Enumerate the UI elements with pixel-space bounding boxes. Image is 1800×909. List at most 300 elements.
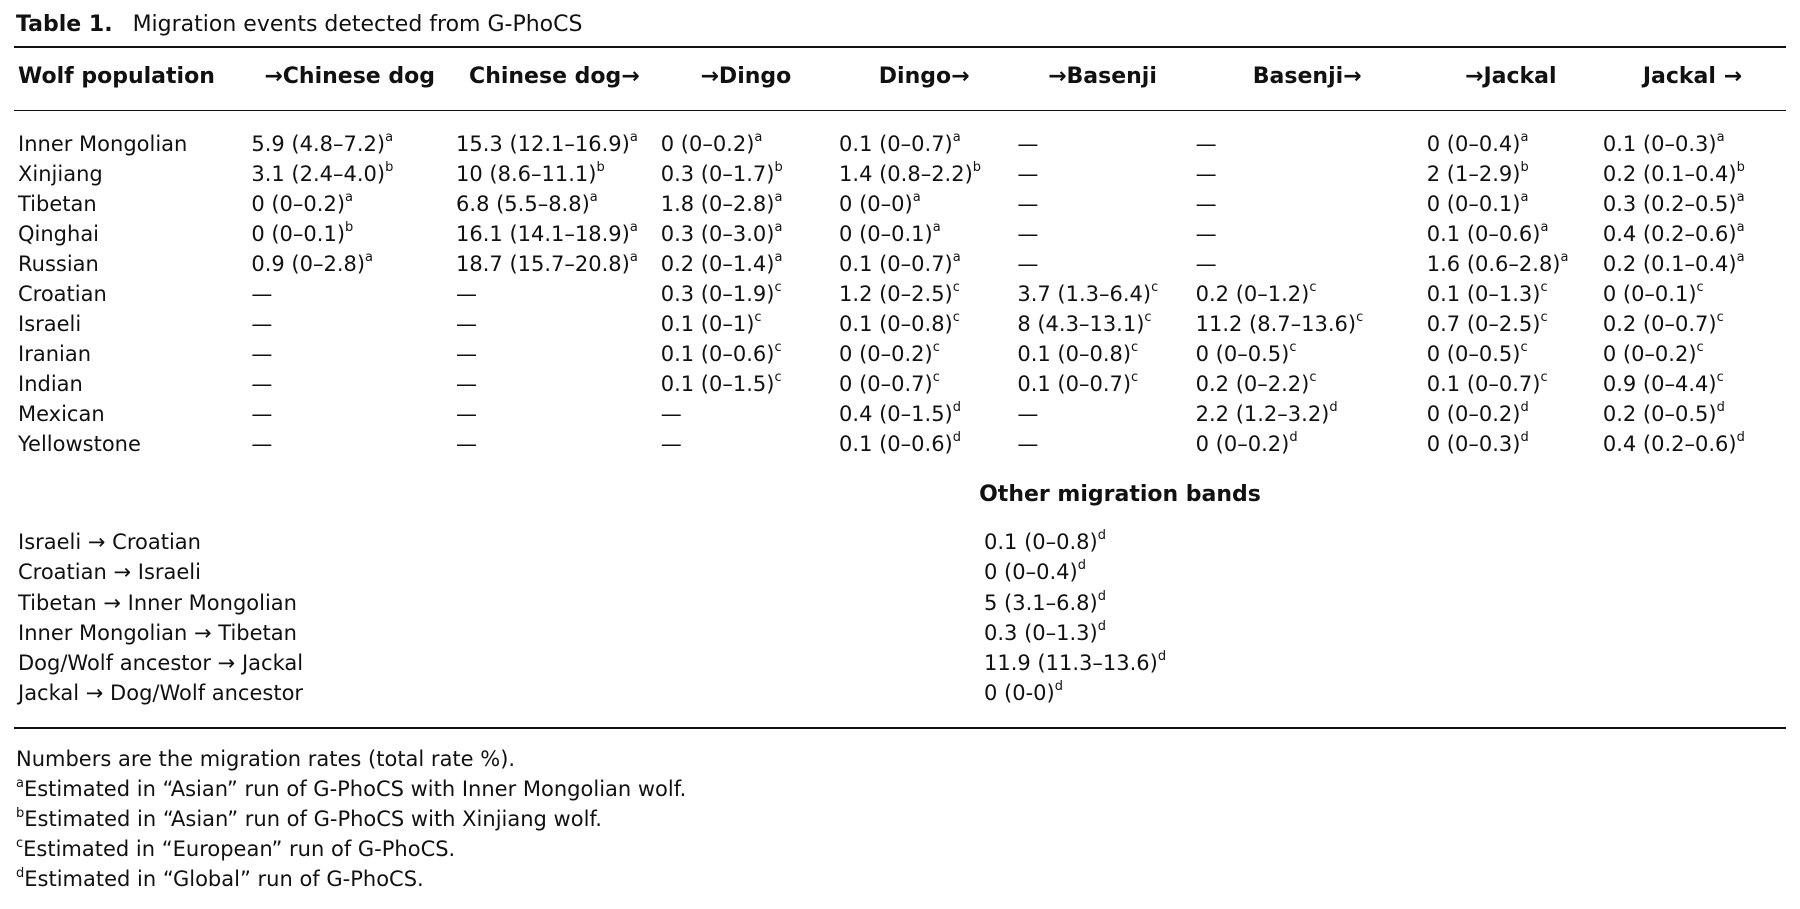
rate-cell xyxy=(1192,189,1423,219)
col-header-from-dingo: Dingo→ xyxy=(878,64,970,89)
rate-value: 1.4 (0.8–2.2) xyxy=(839,162,973,186)
footnote-text: Estimated in “European” run of G-PhoCS. xyxy=(23,837,456,861)
footnote-marker: a xyxy=(1736,250,1745,265)
table-row xyxy=(14,339,1786,369)
footnote-marker: a xyxy=(589,190,598,205)
rate-value: 0.3 (0–1.9) xyxy=(660,282,775,306)
rate-value: 0.1 (0–1.5) xyxy=(660,372,775,396)
rate-cell xyxy=(247,279,452,309)
rate-cell xyxy=(1423,369,1599,399)
rate-value: 0.1 (0–0.8) xyxy=(839,312,953,336)
footnote-marker: c xyxy=(774,340,782,355)
population-name: Yellowstone xyxy=(18,432,141,456)
rate-value: 0 (0–0.1) xyxy=(839,222,933,246)
rate-value: 0 (0–0.1) xyxy=(1426,192,1521,216)
footnote-marker: b xyxy=(385,160,394,175)
band-name: Croatian → Israeli xyxy=(18,560,201,585)
footnote-marker: a xyxy=(952,250,961,265)
rate-cell xyxy=(247,399,452,429)
rate-value: 0 (0–0.2) xyxy=(1426,402,1521,426)
rate-cell xyxy=(247,219,452,249)
footnote-marker: b xyxy=(972,160,982,175)
table-row xyxy=(14,189,1786,219)
rate-cell xyxy=(835,429,1013,459)
migration-table-body xyxy=(14,129,1786,459)
rate-cell xyxy=(835,129,1013,159)
rate-cell xyxy=(1192,129,1423,159)
band-rate xyxy=(980,678,1170,708)
footnote-marker: c xyxy=(952,280,960,295)
footnote-marker: a xyxy=(1540,220,1549,235)
rate-value: 0 (0–0.1) xyxy=(1602,282,1697,306)
band-name: Dog/Wolf ancestor → Jackal xyxy=(18,651,304,676)
rate-value: — xyxy=(456,282,478,306)
rate-value: 0.9 (0–2.8) xyxy=(251,252,366,276)
footnote-marker: b xyxy=(16,806,25,821)
rate-value: 10 (8.6–11.1) xyxy=(456,162,597,186)
rate-cell xyxy=(835,279,1013,309)
footnote xyxy=(16,864,686,894)
footnote-marker: d xyxy=(952,400,962,415)
footnote xyxy=(16,804,686,834)
rate-value: — xyxy=(1017,132,1039,156)
band-rate-value: 5 (3.1–6.8) xyxy=(984,590,1098,615)
rate-value: 0.2 (0–0.5) xyxy=(1602,402,1717,426)
rate-value: 2.2 (1.2–3.2) xyxy=(1195,402,1330,426)
rate-value: — xyxy=(1017,432,1039,456)
rate-cell xyxy=(1423,189,1599,219)
rate-cell xyxy=(1192,249,1423,279)
rate-value: 0.2 (0–2.2) xyxy=(1195,372,1310,396)
footnote-marker: a xyxy=(912,190,921,205)
footnote-marker: d xyxy=(1520,400,1529,415)
rate-value: 0.1 (0–0.6) xyxy=(839,432,953,456)
rate-value: — xyxy=(1017,162,1039,186)
col-header-to-jackal: →Jackal xyxy=(1465,64,1557,89)
footnote-marker: c xyxy=(754,310,762,325)
rate-value: 0.3 (0.2–0.5) xyxy=(1602,192,1737,216)
footnote-text: Estimated in “Asian” run of G-PhoCS with Xinjiang wolf. xyxy=(24,807,602,831)
rate-value: 0 (0–0.2) xyxy=(251,192,346,216)
table-row xyxy=(14,129,1786,159)
population-name: Tibetan xyxy=(18,192,97,216)
other-bands-subheading: Other migration bands xyxy=(979,482,1261,507)
rate-value: 0.1 (0–0.6) xyxy=(1426,222,1541,246)
rate-value: 1.8 (0–2.8) xyxy=(660,192,775,216)
rate-cell xyxy=(1013,369,1191,399)
rate-cell xyxy=(657,159,835,189)
footnote-marker: a xyxy=(1736,190,1745,205)
rate-value: 15.3 (12.1–16.9) xyxy=(456,132,630,156)
footnote-marker: c xyxy=(16,836,24,851)
population-name: Mexican xyxy=(18,402,105,426)
footnote-text: Estimated in “Global” run of G-PhoCS. xyxy=(24,867,424,891)
rate-cell xyxy=(657,399,835,429)
band-rate-value: 0 (0-0) xyxy=(984,681,1055,706)
footnote-marker: a xyxy=(629,220,638,235)
band-rate xyxy=(980,648,1170,678)
rate-value: 0 (0–0.1) xyxy=(251,222,346,246)
footnote-marker: c xyxy=(932,340,940,355)
col-header-to-dingo: →Dingo xyxy=(700,64,792,89)
rate-value: — xyxy=(251,282,273,306)
footnote-marker: a xyxy=(774,250,783,265)
rate-cell xyxy=(452,339,657,369)
rate-value: 5.9 (4.8–7.2) xyxy=(251,132,386,156)
rate-cell xyxy=(1599,429,1786,459)
col-header-wolf-population: Wolf population xyxy=(18,64,215,89)
rate-cell xyxy=(1423,129,1599,159)
band-name: Israeli → Croatian xyxy=(18,530,201,554)
rate-value: 3.1 (2.4–4.0) xyxy=(251,162,386,186)
rate-cell xyxy=(452,219,657,249)
population-name: Qinghai xyxy=(18,222,100,246)
rate-cell xyxy=(835,309,1013,339)
rate-cell xyxy=(1013,249,1191,279)
rate-cell xyxy=(247,429,452,459)
rate-value: 0 (0–0.7) xyxy=(839,372,933,396)
table-label: Table 1. xyxy=(16,12,113,37)
footnote-marker: a xyxy=(629,250,638,265)
rate-cell xyxy=(1423,159,1599,189)
rate-cell xyxy=(1423,219,1599,249)
rate-cell xyxy=(1599,369,1786,399)
col-header-from-basenji: Basenji→ xyxy=(1252,64,1362,89)
footnote-marker: c xyxy=(774,370,782,385)
footnote-marker: d xyxy=(1077,558,1086,574)
rate-value: 0.2 (0.1–0.4) xyxy=(1602,252,1737,276)
rate-cell xyxy=(1192,159,1423,189)
footnote-marker: d xyxy=(952,430,962,445)
footnote-marker: c xyxy=(1309,280,1317,295)
footnote-marker: a xyxy=(1736,220,1745,235)
footnote-marker: a xyxy=(1716,130,1725,145)
rate-cell xyxy=(657,219,835,249)
rate-cell xyxy=(452,429,657,459)
footnote-marker: c xyxy=(1696,280,1704,295)
rate-value: — xyxy=(456,342,478,366)
footnote-marker: d xyxy=(1736,430,1745,445)
band-rate-value: 11.9 (11.3–13.6) xyxy=(984,651,1158,676)
rate-cell xyxy=(1192,309,1423,339)
column-header-row xyxy=(14,62,1786,92)
rate-value: 2 (1–2.9) xyxy=(1426,162,1521,186)
rate-value: 0.1 (0–0.7) xyxy=(1017,372,1132,396)
rate-cell xyxy=(1013,399,1191,429)
rate-value: — xyxy=(251,372,273,396)
rate-value: 0.1 (0–0.3) xyxy=(1602,132,1717,156)
table-row xyxy=(14,249,1786,279)
rate-value: — xyxy=(456,312,478,336)
footnote-marker: d xyxy=(1097,618,1106,634)
footnote-marker: c xyxy=(1144,310,1152,325)
rate-value: 0 (0–0.4) xyxy=(1426,132,1521,156)
rate-value: 0.3 (0–1.7) xyxy=(660,162,775,186)
rate-cell xyxy=(1013,219,1191,249)
rate-value: 0.1 (0–0.7) xyxy=(839,132,953,156)
band-rate xyxy=(980,527,1170,557)
rate-cell xyxy=(452,129,657,159)
rate-cell xyxy=(1013,129,1191,159)
rate-cell xyxy=(657,279,835,309)
rate-cell xyxy=(247,309,452,339)
population-name: Russian xyxy=(18,252,99,276)
footnote-marker: a xyxy=(629,130,638,145)
other-band-row xyxy=(14,557,1170,587)
band-rate xyxy=(980,588,1170,618)
rate-value: — xyxy=(251,342,273,366)
footnote-marker: c xyxy=(1716,310,1724,325)
rate-cell xyxy=(1192,279,1423,309)
table-caption xyxy=(16,12,582,37)
rate-value: — xyxy=(1017,402,1039,426)
col-header-from-chinese-dog: Chinese dog→ xyxy=(469,64,640,89)
rate-value: 0.1 (0–0.7) xyxy=(1426,372,1541,396)
footnote-marker: a xyxy=(1520,190,1529,205)
rate-cell xyxy=(452,249,657,279)
rate-cell xyxy=(1599,309,1786,339)
table-row xyxy=(14,219,1786,249)
rate-value: 0.4 (0.2–0.6) xyxy=(1602,222,1737,246)
rate-value: 6.8 (5.5–8.8) xyxy=(456,192,590,216)
footnote-marker: b xyxy=(345,220,354,235)
rate-value: — xyxy=(456,432,478,456)
rate-value: — xyxy=(1017,192,1039,216)
table-row xyxy=(14,369,1786,399)
rate-cell xyxy=(247,339,452,369)
rate-cell xyxy=(1599,189,1786,219)
rate-cell xyxy=(247,369,452,399)
footnote-marker: a xyxy=(774,190,783,205)
rate-value: 18.7 (15.7–20.8) xyxy=(456,252,630,276)
footnote-marker: c xyxy=(1131,340,1139,355)
rate-value: 1.2 (0–2.5) xyxy=(839,282,953,306)
rate-value: 0 (0–0.2) xyxy=(839,342,933,366)
rate-value: — xyxy=(1195,192,1217,216)
footnote-marker: a xyxy=(1520,130,1529,145)
footnote-marker: d xyxy=(1329,400,1338,415)
band-rate-value: 0.1 (0–0.8) xyxy=(984,530,1098,554)
top-rule xyxy=(14,46,1786,48)
col-header-to-chinese-dog: →Chinese dog xyxy=(264,64,435,89)
footnote-marker: d xyxy=(16,866,25,881)
other-band-row xyxy=(14,588,1170,618)
footnote-marker: c xyxy=(1540,310,1548,325)
rate-cell xyxy=(1013,309,1191,339)
footnote-marker: c xyxy=(1716,370,1724,385)
rate-cell xyxy=(835,399,1013,429)
footnote-marker: c xyxy=(1131,370,1139,385)
footnote-marker: c xyxy=(1151,280,1159,295)
rate-cell xyxy=(835,189,1013,219)
rate-value: — xyxy=(251,402,273,426)
footnote-marker: d xyxy=(1097,528,1106,543)
footnote-marker: b xyxy=(1520,160,1529,175)
rate-cell xyxy=(1013,159,1191,189)
footnote-marker: d xyxy=(1157,649,1167,665)
footnote-marker: a xyxy=(1560,250,1569,265)
other-band-row xyxy=(14,678,1170,708)
rate-value: 0.2 (0–1.4) xyxy=(660,252,775,276)
bottom-rule xyxy=(14,727,1786,729)
other-band-row xyxy=(14,618,1170,648)
rate-cell xyxy=(1599,249,1786,279)
footnote-marker: a xyxy=(932,220,941,235)
rate-value: 0.9 (0–4.4) xyxy=(1602,372,1717,396)
footnote-text: Estimated in “Asian” run of G-PhoCS with Inner Mongolian wolf. xyxy=(23,777,687,801)
rate-value: — xyxy=(456,372,478,396)
rate-value: 3.7 (1.3–6.4) xyxy=(1017,282,1152,306)
rate-value: 0.2 (0–1.2) xyxy=(1195,282,1310,306)
rate-cell xyxy=(1599,129,1786,159)
rate-value: — xyxy=(251,432,273,456)
rate-cell xyxy=(835,249,1013,279)
rate-cell xyxy=(1599,159,1786,189)
table-title: Migration events detected from G-PhoCS xyxy=(132,12,583,37)
rate-value: 0.3 (0–3.0) xyxy=(660,222,775,246)
rate-cell xyxy=(1423,249,1599,279)
rate-value: — xyxy=(1195,162,1217,186)
band-name: Inner Mongolian → Tibetan xyxy=(18,620,297,645)
band-rate-value: 0.3 (0–1.3) xyxy=(984,620,1098,645)
rate-cell xyxy=(247,129,452,159)
footnote-marker: c xyxy=(1520,340,1528,355)
footnote-marker: b xyxy=(596,160,605,175)
rate-cell xyxy=(1013,429,1191,459)
table-row xyxy=(14,159,1786,189)
rate-cell xyxy=(452,189,657,219)
rate-cell xyxy=(657,249,835,279)
rate-value: 0.2 (0.1–0.4) xyxy=(1602,162,1737,186)
rate-value: 0 (0–0.3) xyxy=(1426,432,1521,456)
header-rule xyxy=(14,110,1786,111)
col-header-to-basenji: →Basenji xyxy=(1048,64,1157,89)
footnote-marker: a xyxy=(16,776,24,791)
footnote-marker: c xyxy=(1356,310,1364,325)
rate-value: — xyxy=(660,402,682,426)
rate-value: 0 (0–0.5) xyxy=(1195,342,1290,366)
rate-cell xyxy=(657,129,835,159)
rate-value: 0.4 (0–1.5) xyxy=(839,402,953,426)
rate-cell xyxy=(452,309,657,339)
population-name: Xinjiang xyxy=(18,162,103,186)
rate-cell xyxy=(452,279,657,309)
footnote-marker: a xyxy=(345,190,353,205)
rate-value: 0.1 (0–0.8) xyxy=(1017,342,1132,366)
rate-cell xyxy=(247,189,452,219)
population-name: Inner Mongolian xyxy=(18,132,188,156)
other-bands-table xyxy=(14,527,1170,709)
footnote-marker: c xyxy=(1540,370,1548,385)
band-name: Jackal → Dog/Wolf ancestor xyxy=(18,681,304,706)
rate-cell xyxy=(657,189,835,219)
population-name: Israeli xyxy=(18,312,82,336)
rate-cell xyxy=(1192,219,1423,249)
rate-cell xyxy=(1599,279,1786,309)
rate-value: 0.1 (0–0.7) xyxy=(839,252,953,276)
col-header-from-jackal: Jackal → xyxy=(1642,64,1743,89)
rate-cell xyxy=(452,369,657,399)
rate-cell xyxy=(452,399,657,429)
footnote-marker: b xyxy=(774,160,783,175)
rate-value: 1.6 (0.6–2.8) xyxy=(1426,252,1561,276)
rate-cell xyxy=(452,159,657,189)
rate-value: 0.4 (0.2–0.6) xyxy=(1602,432,1737,456)
footnote-marker: c xyxy=(1289,340,1297,355)
footnote-marker: d xyxy=(1054,679,1063,695)
other-band-row xyxy=(14,527,1170,557)
footnote-marker: d xyxy=(1520,430,1529,445)
rate-value: — xyxy=(660,432,682,456)
rate-cell xyxy=(657,369,835,399)
rate-cell xyxy=(1599,339,1786,369)
band-name: Tibetan → Inner Mongolian xyxy=(18,590,297,615)
footnote-marker: a xyxy=(774,220,783,235)
footnote-marker: b xyxy=(1736,160,1745,175)
band-rate-value: 0 (0–0.4) xyxy=(984,560,1078,585)
rate-cell xyxy=(657,429,835,459)
footnote-marker: a xyxy=(365,250,374,265)
table-row xyxy=(14,399,1786,429)
rate-value: — xyxy=(1017,222,1039,246)
rate-cell xyxy=(1423,279,1599,309)
rate-value: 0 (0–0.2) xyxy=(1602,342,1697,366)
footnote xyxy=(16,774,686,804)
rate-cell xyxy=(657,339,835,369)
rate-cell xyxy=(1013,339,1191,369)
footnote-text: Numbers are the migration rates (total rate %). xyxy=(16,747,516,771)
footnote-marker: c xyxy=(932,370,940,385)
footnote-marker: a xyxy=(385,130,394,145)
table-row xyxy=(14,429,1786,459)
footnote-marker: c xyxy=(952,310,960,325)
rate-value: 0 (0–0.2) xyxy=(660,132,755,156)
footnote-marker: c xyxy=(1540,280,1548,295)
footnote-marker: a xyxy=(952,130,961,145)
rate-cell xyxy=(1192,429,1423,459)
rate-cell xyxy=(1599,399,1786,429)
population-name: Iranian xyxy=(18,342,92,366)
rate-cell xyxy=(1423,309,1599,339)
table-footnotes xyxy=(16,744,686,894)
table-row xyxy=(14,279,1786,309)
footnote-marker: c xyxy=(1696,340,1704,355)
rate-cell xyxy=(1423,339,1599,369)
rate-value: 0 (0–0) xyxy=(839,192,913,216)
rate-cell xyxy=(1192,369,1423,399)
footnote xyxy=(16,744,686,774)
rate-cell xyxy=(1423,429,1599,459)
rate-value: 0 (0–0.2) xyxy=(1195,432,1290,456)
rate-value: 16.1 (14.1–18.9) xyxy=(456,222,630,246)
footnote-marker: d xyxy=(1716,400,1725,415)
rate-value: 0.1 (0–1) xyxy=(660,312,755,336)
population-name: Croatian xyxy=(18,282,107,306)
rate-cell xyxy=(1013,189,1191,219)
footnote xyxy=(16,834,686,864)
rate-value: — xyxy=(1195,222,1217,246)
rate-value: — xyxy=(1017,252,1039,276)
rate-cell xyxy=(835,369,1013,399)
rate-value: 0.2 (0–0.7) xyxy=(1602,312,1717,336)
other-band-row xyxy=(14,648,1170,678)
rate-cell xyxy=(1192,339,1423,369)
rate-value: 0 (0–0.5) xyxy=(1426,342,1521,366)
rate-value: 0.1 (0–0.6) xyxy=(660,342,775,366)
rate-cell xyxy=(1423,399,1599,429)
rate-cell xyxy=(247,159,452,189)
rate-value: — xyxy=(1195,252,1217,276)
